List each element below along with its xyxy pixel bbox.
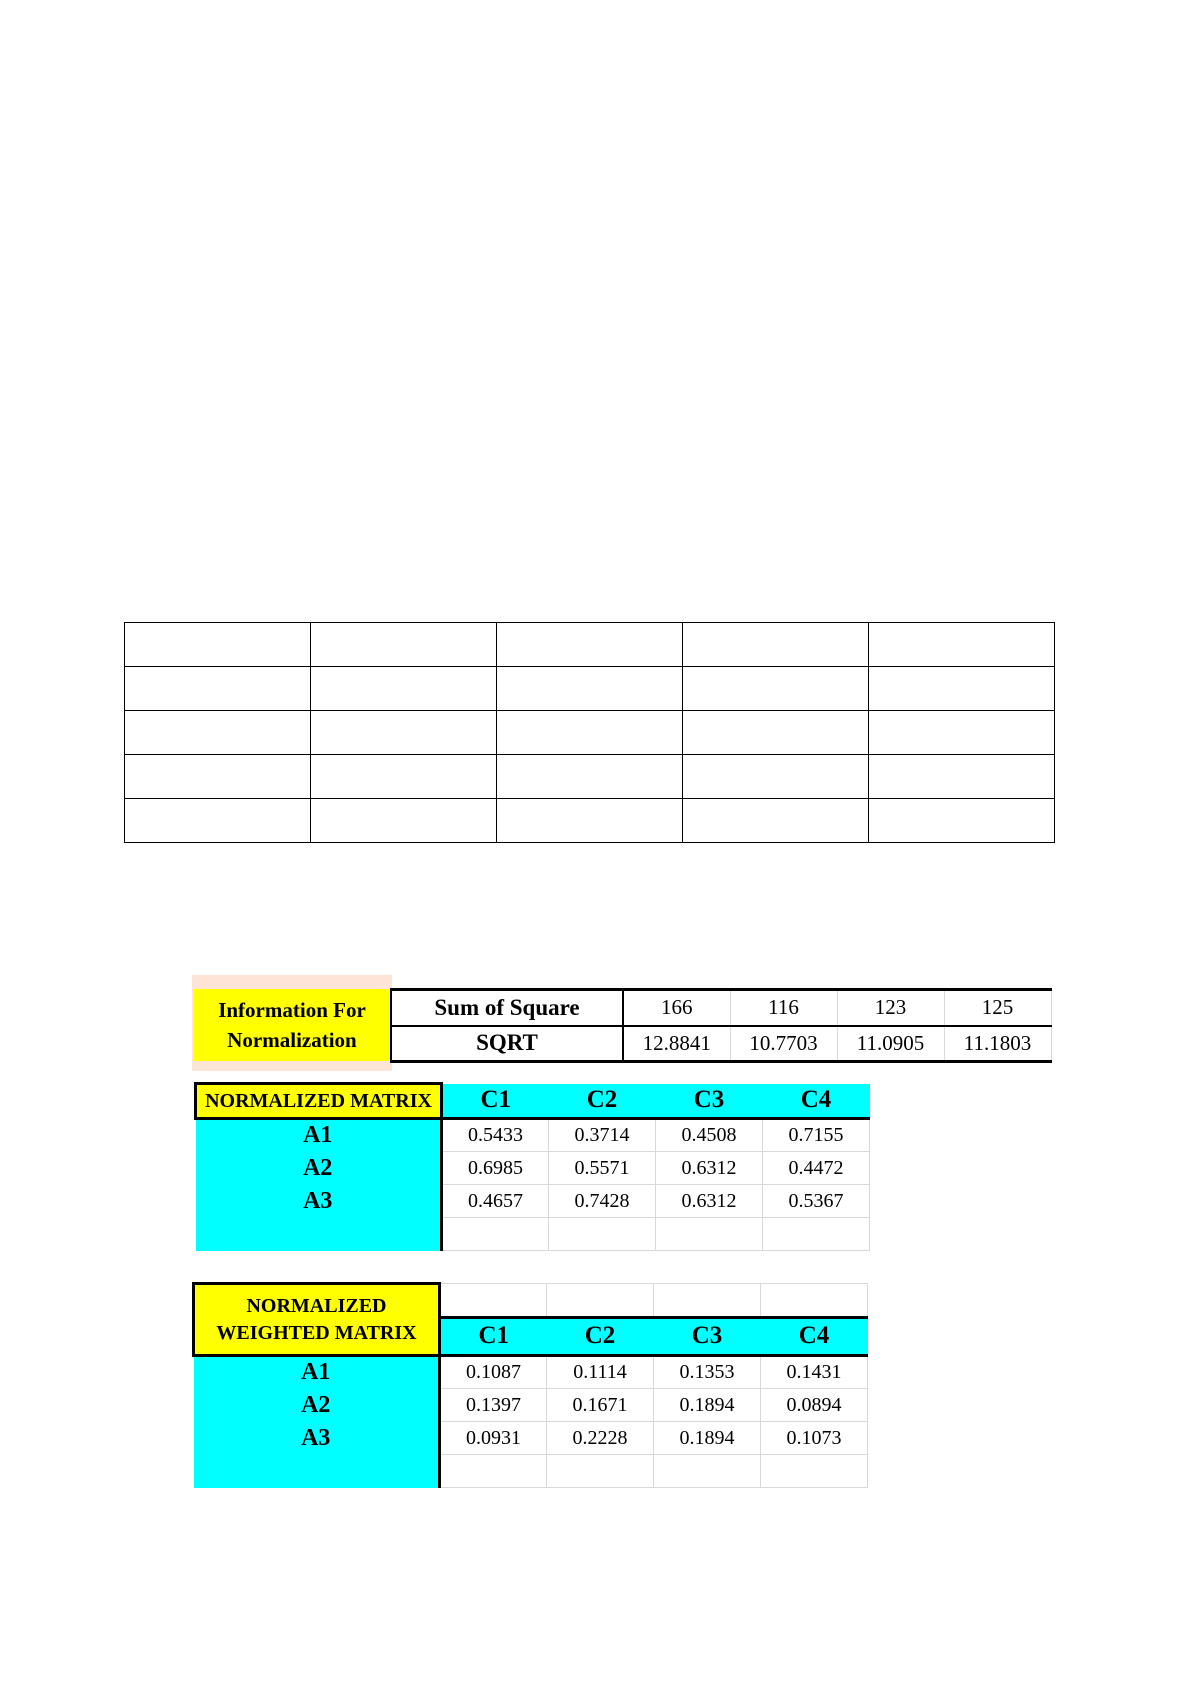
matrix-cell: 0.1353	[654, 1356, 761, 1389]
column-header: C1	[442, 1084, 549, 1119]
weighted-title-line2: WEIGHTED MATRIX	[216, 1321, 417, 1344]
matrix-cell: 0.7428	[549, 1185, 656, 1218]
column-header: C2	[547, 1317, 654, 1355]
matrix-cell: 0.0894	[761, 1389, 868, 1422]
table-row	[125, 623, 1055, 667]
row-header: A3	[194, 1422, 440, 1455]
table-row	[125, 755, 1055, 799]
table-row	[125, 667, 1055, 711]
matrix-cell: 0.1894	[654, 1389, 761, 1422]
blank-row	[194, 1284, 868, 1318]
sqrt-value: 11.0905	[837, 1026, 944, 1062]
row-header: A2	[196, 1152, 442, 1185]
sum-of-square-value: 116	[730, 990, 837, 1026]
column-header: C4	[761, 1317, 868, 1355]
matrix-cell: 0.7155	[763, 1119, 870, 1152]
matrix-cell: 0.1114	[547, 1356, 654, 1389]
normalization-label-cell	[192, 975, 392, 1071]
row-label: Sum of Square	[391, 990, 623, 1026]
table-row	[196, 1119, 870, 1152]
sum-of-square-value: 166	[623, 990, 730, 1026]
matrix-cell: 0.6312	[656, 1152, 763, 1185]
normalization-info-block	[192, 975, 1056, 1071]
column-header: C4	[763, 1084, 870, 1119]
matrix-cell: 0.6312	[656, 1185, 763, 1218]
row-header: A1	[196, 1119, 442, 1152]
column-header: C1	[440, 1317, 547, 1355]
matrix-cell: 0.5367	[763, 1185, 870, 1218]
weighted-matrix-table	[192, 1282, 868, 1488]
sqrt-value: 12.8841	[623, 1026, 730, 1062]
matrix-cell: 0.2228	[547, 1422, 654, 1455]
normalized-matrix-table	[194, 1082, 870, 1251]
sum-of-square-row	[391, 990, 1051, 1026]
row-header: A2	[194, 1389, 440, 1422]
table-row	[125, 799, 1055, 843]
matrix-cell: 0.5433	[442, 1119, 549, 1152]
matrix-cell: 0.5571	[549, 1152, 656, 1185]
normalization-label-line1: Information For	[218, 998, 366, 1022]
sqrt-row	[391, 1026, 1051, 1062]
matrix-cell: 0.4508	[656, 1119, 763, 1152]
matrix-cell: 0.6985	[442, 1152, 549, 1185]
matrix-cell: 0.1073	[761, 1422, 868, 1455]
matrix-cell: 0.3714	[549, 1119, 656, 1152]
row-label: SQRT	[391, 1026, 623, 1062]
normalized-matrix-title: NORMALIZED MATRIX	[196, 1084, 442, 1119]
sqrt-value: 11.1803	[944, 1026, 1051, 1062]
empty-grid-table	[124, 622, 1055, 843]
matrix-cell: 0.1087	[440, 1356, 547, 1389]
matrix-cell: 0.1894	[654, 1422, 761, 1455]
table-row	[194, 1422, 868, 1455]
table-row	[196, 1185, 870, 1218]
matrix-cell: 0.1431	[761, 1356, 868, 1389]
row-header: A1	[194, 1356, 440, 1389]
matrix-cell: 0.0931	[440, 1422, 547, 1455]
matrix-cell: 0.4472	[763, 1152, 870, 1185]
matrix-cell: 0.1397	[440, 1389, 547, 1422]
sum-of-square-value: 123	[837, 990, 944, 1026]
column-header: C3	[656, 1084, 763, 1119]
weighted-matrix-title	[194, 1284, 440, 1356]
table-row	[125, 711, 1055, 755]
table-row	[194, 1356, 868, 1389]
weighted-title-line1: NORMALIZED	[246, 1294, 387, 1317]
row-header: A3	[196, 1185, 442, 1218]
normalization-info-table	[390, 988, 1052, 1063]
normalization-label-line2: Normalization	[227, 1028, 357, 1052]
matrix-cell: 0.4657	[442, 1185, 549, 1218]
header-row	[196, 1084, 870, 1119]
sum-of-square-value: 125	[944, 990, 1051, 1026]
table-row	[194, 1389, 868, 1422]
matrix-cell: 0.1671	[547, 1389, 654, 1422]
sqrt-value: 10.7703	[730, 1026, 837, 1062]
table-row	[196, 1152, 870, 1185]
column-header: C3	[654, 1317, 761, 1355]
column-header: C2	[549, 1084, 656, 1119]
